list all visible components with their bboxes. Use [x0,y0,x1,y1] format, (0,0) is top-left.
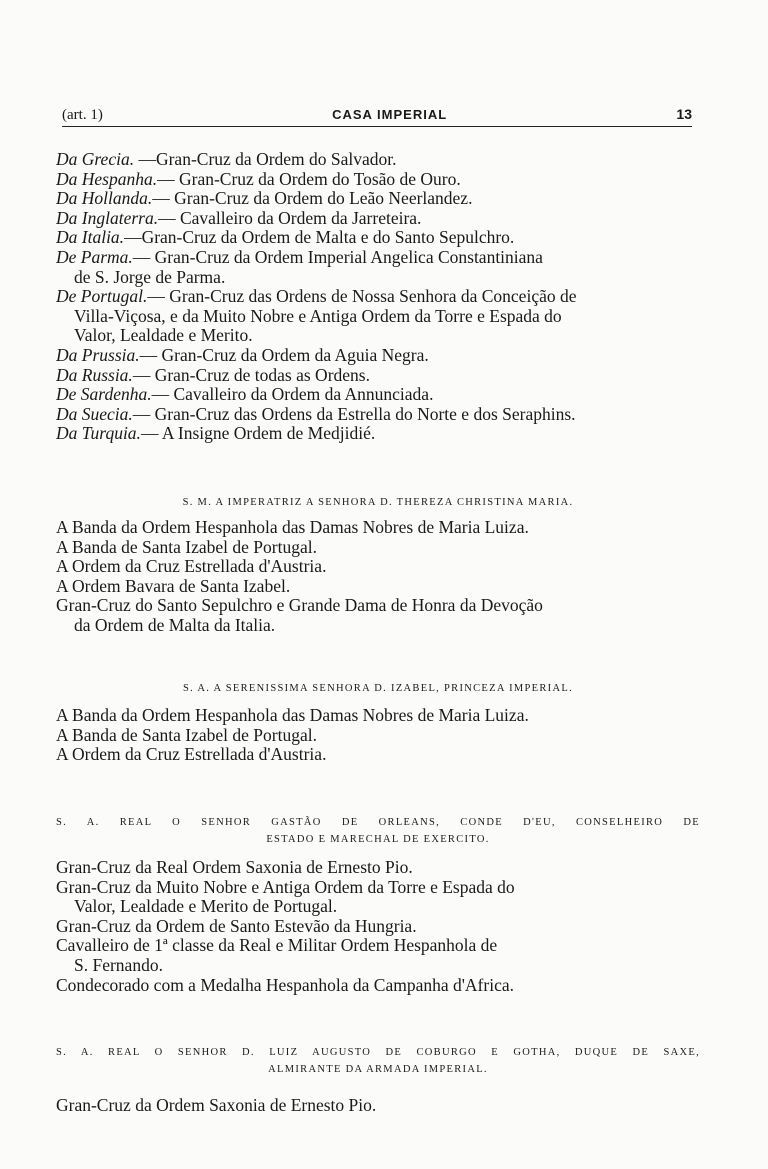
list-item-continuation: de S. Jorge de Parma. [74,267,226,287]
section-heading-princess: S. A. A SERENISSIMA SENHORA D. IZABEL, PRINCEZA IMPERIAL. [182,683,573,694]
list-item: A Ordem Bavara de Santa Izabel. [56,576,291,596]
princess-orders-list [56,706,696,765]
list-item: Gran-Cruz da Ordem Saxonia de Ernesto Pio. [56,1096,377,1115]
section-heading-empress: S. M. A IMPERATRIZ A SENHORA D. THEREZA CHRISTINA MARIA. [182,497,574,508]
list-item-continuation: S. Fernando. [74,955,163,975]
list-item: A Banda da Ordem Hespanhola das Damas Nobres de Maria Luiza. [56,706,529,725]
list-item-continuation: Valor, Lealdade e Merito. [74,326,253,346]
list-item: De Parma.— Gran-Cruz da Ordem Imperial Angelica Constantiniana [56,247,543,267]
page-number: 13 [676,106,692,122]
list-item: Gran-Cruz da Real Ordem Saxonia de Ernesto Pio. [56,858,413,877]
list-item: A Banda da Ordem Hespanhola das Damas Nobres de Maria Luiza. [56,518,529,537]
list-item: Da Turquia.— A Insigne Ordem de Medjidié. [56,424,376,444]
list-item: Da Hollanda.— Gran-Cruz da Ordem do Leão Neerlandez. [56,189,473,209]
list-item: De Sardenha.— Cavalleiro da Ordem da Annunciada. [56,385,434,405]
list-item: Da Inglaterra.— Cavalleiro da Ordem da Jarreteira. [56,208,422,228]
list-item: Gran-Cruz da Muito Nobre e Antiga Ordem da Torre e Espada do [56,877,515,897]
duke-saxe-orders-list [56,1096,696,1116]
list-item: Da Italia.—Gran-Cruz da Ordem de Malta e do Santo Sepulchro. [56,228,515,248]
foreign-orders-list [56,150,696,444]
list-item-continuation: da Ordem de Malta da Italia. [74,615,276,635]
section-heading-count-eu: S. A. REAL O SENHOR GASTÃO DE ORLEANS, CONDE D'EU, CONSELHEIRO DE ESTADO E MARECHAL DE EXERCITO. [56,817,700,845]
list-item: Da Prussia.— Gran-Cruz da Ordem da Aguia Negra. [56,345,429,365]
list-item: A Ordem da Cruz Estrellada d'Austria. [56,557,327,577]
list-item: Da Suecia.— Gran-Cruz das Ordens da Estrella do Norte e dos Seraphins. [56,404,576,424]
list-item: Da Hespanha.— Gran-Cruz da Ordem do Tosão de Ouro. [56,169,461,189]
list-item: Cavalleiro de 1ª classe da Real e Militar Ordem Hespanhola de [56,936,498,956]
list-item: Da Russia.— Gran-Cruz de todas as Ordens. [56,365,370,385]
list-item: Condecorado com a Medalha Hespanhola da Campanha d'Africa. [56,975,514,995]
list-item-continuation: Villa-Viçosa, e da Muito Nobre e Antiga Ordem da Torre e Espada do [74,306,562,326]
list-item: Gran-Cruz do Santo Sepulchro e Grande Dama de Honra da Devoção [56,596,543,616]
list-item: Gran-Cruz da Ordem de Santo Estevão da Hungria. [56,916,417,936]
running-header [62,106,692,127]
list-item: A Banda de Santa Izabel de Portugal. [56,537,317,557]
section-heading-duke-saxe: S. A. REAL O SENHOR D. LUIZ AUGUSTO DE COBURGO E GOTHA, DUQUE DE SAXE, ALMIRANTE DA ARMADA IMPERIAL. [56,1047,700,1075]
page-title: CASA IMPERIAL [332,107,448,122]
list-item: A Banda de Santa Izabel de Portugal. [56,725,317,745]
list-item: A Ordem da Cruz Estrellada d'Austria. [56,745,327,765]
empress-orders-list [56,518,696,636]
list-item: De Portugal.— Gran-Cruz das Ordens de Nossa Senhora da Conceição de [56,287,577,307]
list-item-continuation: Valor, Lealdade e Merito de Portugal. [74,897,338,917]
list-item: Da Grecia. —Gran-Cruz da Ordem do Salvador. [56,150,397,169]
count-eu-orders-list [56,858,696,995]
article-reference: (art. 1) [62,107,103,123]
